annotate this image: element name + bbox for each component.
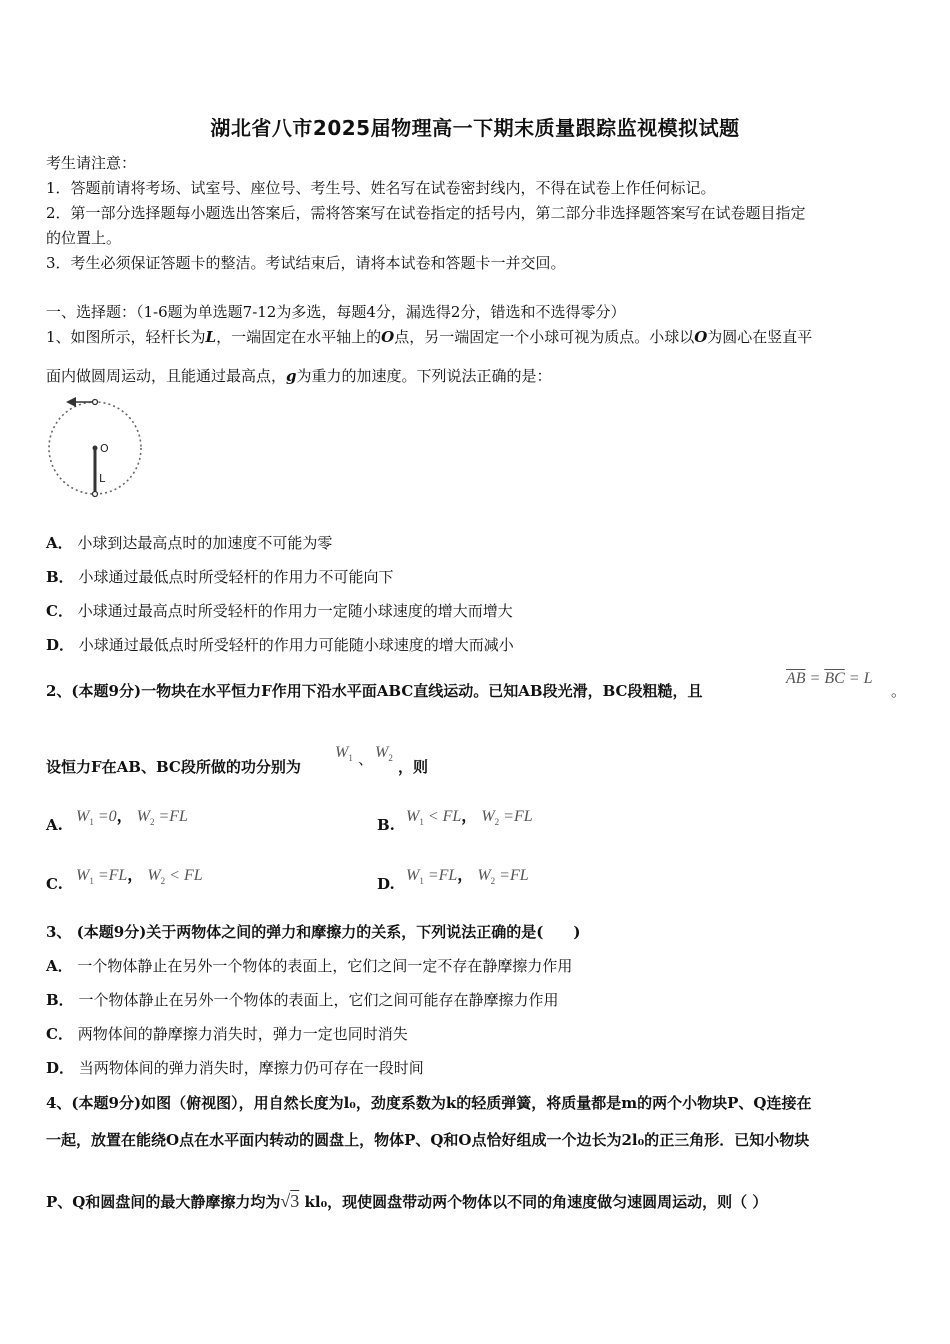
q2-option-b-expr: $W_1$ < FL， $W_2 =FL$ (406, 808, 533, 828)
q4-stem-line2: 一起，放置在能绕O点在水平面内转动的圆盘上，物体P、Q和O点恰好组成一个边长为2l₀的正三角形．已知小物块 (46, 1131, 810, 1149)
q3-option-d: D． 当两物体间的弹力消失时，摩擦力仍可存在一段时间 (46, 1059, 424, 1077)
q2-w1: $W_1$ (335, 744, 353, 764)
top-point (93, 400, 98, 405)
sqrt-symbol: √3 (280, 1191, 300, 1211)
q1-option-c: C． 小球通过最高点时所受轻杆的作用力一定随小球速度的增大而增大 (46, 602, 513, 620)
notice-item-2-cont: 的位置上。 (46, 229, 122, 247)
q3-stem: 3、 (本题9分)关于两物体之间的弹力和摩擦力的关系，下列说法正确的是( ) (46, 923, 581, 941)
arrow-head-icon (66, 397, 76, 407)
q2-option-b-key: B. (377, 816, 395, 834)
q2-line1-end: 。 (891, 682, 907, 700)
q2-option-c-expr: $W_1 =FL$， $W_2$ < FL (76, 867, 203, 887)
q2-option-c-key: C. (46, 875, 63, 893)
q3-option-a: A． 一个物体静止在另外一个物体的表面上，它们之间一定不存在静摩擦力作用 (46, 957, 573, 975)
q1-option-d: D． 小球通过最低点时所受轻杆的作用力可能随小球速度的增大而减小 (46, 636, 514, 654)
pivot-label: O (100, 442, 109, 455)
q4-stem-line3: P、Q和圆盘间的最大静摩擦力均为√3 kl₀，现使圆盘带动两个物体以不同的角速度做匀速圆周运动，则（ ） (46, 1191, 768, 1211)
circular-motion-figure (44, 394, 148, 502)
q2-option-a-expr: $W_1 =0$， $W_2 =FL$ (76, 808, 188, 828)
page-title: 湖北省八市2025届物理高一下期末质量跟踪监视模拟试题 (210, 116, 740, 140)
notice-item-1: 1．答题前请将考场、试室号、座位号、考生号、姓名写在试卷密封线内，不得在试卷上作任何标记。 (46, 179, 716, 197)
notice-item-2: 2．第一部分选择题每小题选出答案后，需将答案写在试卷指定的括号内，第二部分非选择题答案写在试卷题目指定 (46, 204, 806, 222)
q3-option-b: B． 一个物体静止在另外一个物体的表面上，它们之间可能存在静摩擦力作用 (46, 991, 559, 1009)
q2-option-d-expr: $W_1 =FL$， $W_2 =FL$ (406, 867, 529, 887)
notice-heading: 考生请注意： (46, 154, 137, 172)
section-heading: 一、选择题：（1-6题为单选题7-12为多选，每题4分，漏选得2分，错选和不选得零分） (46, 303, 626, 321)
q3-option-c: C． 两物体间的静摩擦力消失时，弹力一定也同时消失 (46, 1025, 408, 1043)
notice-item-3: 3．考生必须保证答题卡的整洁。考试结束后，请将本试卷和答题卡一并交回。 (46, 254, 566, 272)
rod-label: L (99, 472, 106, 485)
q2-w2: $W_2$ (375, 744, 393, 764)
q2-then: ，则 (398, 758, 429, 776)
q2-stem-line1: 2、(本题9分)一物块在水平恒力F作用下沿水平面ABC直线运动。已知AB段光滑，BC段粗糙，且 (46, 682, 703, 700)
q2-option-a-key: A. (46, 816, 63, 834)
q2-sep: 、 (358, 750, 374, 768)
q2-stem-line2: 设恒力F在AB、BC段所做的功分别为 (46, 758, 301, 776)
ball (93, 492, 98, 497)
q2-option-d-key: D. (377, 875, 395, 893)
q1-option-b: B． 小球通过最低点时所受轻杆的作用力不可能向下 (46, 568, 394, 586)
q1-stem-line1: 1、如图所示，轻杆长为L，一端固定在水平轴上的O点，另一端固定一个小球可视为质点。小球以O为圆心在竖直平 (46, 328, 813, 346)
pivot-point (93, 446, 98, 451)
q1-option-a: A． 小球到达最高点时的加速度不可能为零 (46, 534, 333, 552)
q1-stem-line2: 面内做圆周运动，且能通过最高点，g为重力的加速度。下列说法正确的是： (46, 367, 552, 385)
q2-equation: $\overline{AB} = \overline{BC} = L$ (786, 670, 873, 687)
q4-stem-line1: 4、(本题9分)如图（俯视图），用自然长度为l₀，劲度系数为k的轻质弹簧，将质量都是m的两个小物块P、Q连接在 (46, 1094, 812, 1112)
